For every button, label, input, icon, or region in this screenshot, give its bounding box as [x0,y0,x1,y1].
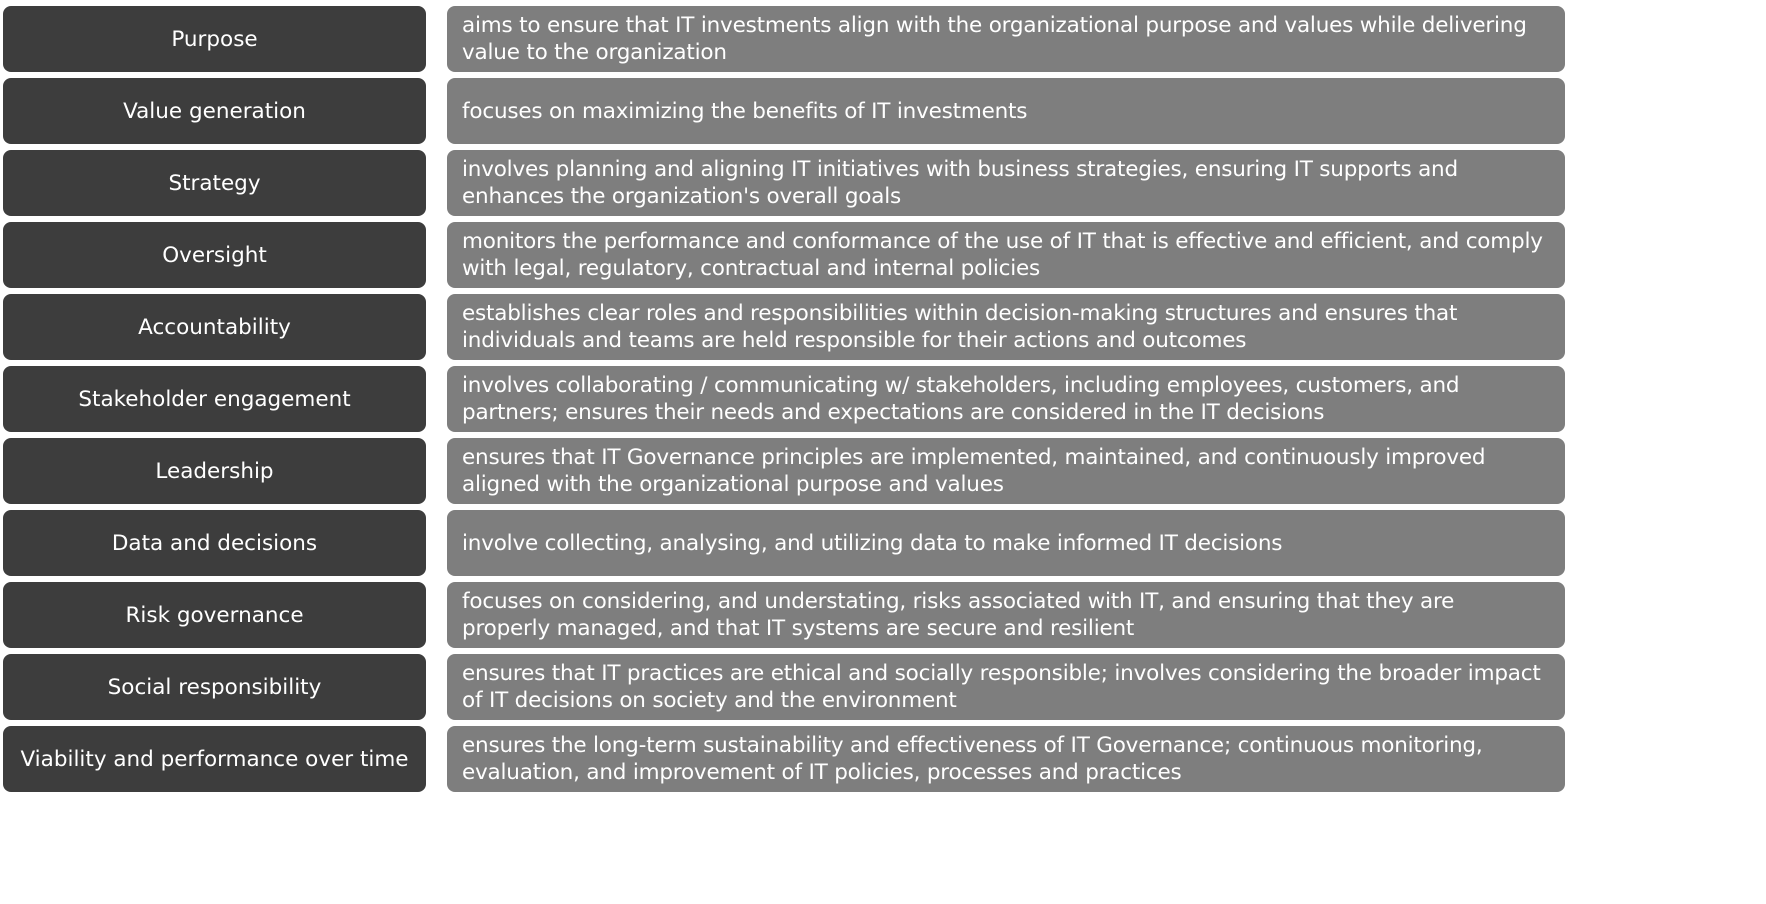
principle-row-stakeholder-engagement [3,366,1565,432]
principle-name: Strategy [3,150,426,216]
principle-name: Oversight [3,222,426,288]
principle-description: focuses on maximizing the benefits of IT investments [447,78,1565,144]
principle-row-accountability [3,294,1565,360]
principle-description: focuses on considering, and understating, risks associated with IT, and ensuring that they are properly managed, and that IT systems are secure and resilient [447,582,1565,648]
principle-row-risk-governance [3,582,1565,648]
principle-description: involves planning and aligning IT initiatives with business strategies, ensuring IT supports and enhances the organization's overall goals [447,150,1565,216]
principles-grid [3,6,1565,798]
principle-name: Social responsibility [3,654,426,720]
principle-row-strategy [3,150,1565,216]
principle-description: ensures that IT Governance principles are implemented, maintained, and continuously improved aligned with the organizational purpose and values [447,438,1565,504]
principle-description: ensures the long-term sustainability and effectiveness of IT Governance; continuous monitoring, evaluation, and improvement of IT policies, processes and practices [447,726,1565,792]
principle-row-oversight [3,222,1565,288]
principle-name: Viability and performance over time [3,726,426,792]
principle-row-leadership [3,438,1565,504]
principle-description: aims to ensure that IT investments align with the organizational purpose and values while delivering value to the organization [447,6,1565,72]
principle-row-value-generation [3,78,1565,144]
principle-description: involve collecting, analysing, and utilizing data to make informed IT decisions [447,510,1565,576]
principle-description: monitors the performance and conformance of the use of IT that is effective and efficient, and comply with legal, regulatory, contractual and internal policies [447,222,1565,288]
principle-row-social-responsibility [3,654,1565,720]
principle-description: involves collaborating / communicating w/ stakeholders, including employees, customers, and partners; ensures their needs and expectations are considered in the IT decisions [447,366,1565,432]
principle-row-viability-and-performance [3,726,1565,792]
principle-description: ensures that IT practices are ethical and socially responsible; involves considering the broader impact of IT decisions on society and the environment [447,654,1565,720]
principle-name: Value generation [3,78,426,144]
principle-row-data-and-decisions [3,510,1565,576]
principle-description: establishes clear roles and responsibilities within decision-making structures and ensures that individuals and teams are held responsible for their actions and outcomes [447,294,1565,360]
principle-name: Risk governance [3,582,426,648]
principle-name: Purpose [3,6,426,72]
principle-row-purpose [3,6,1565,72]
principle-name: Accountability [3,294,426,360]
principle-name: Data and decisions [3,510,426,576]
principle-name: Stakeholder engagement [3,366,426,432]
principle-name: Leadership [3,438,426,504]
